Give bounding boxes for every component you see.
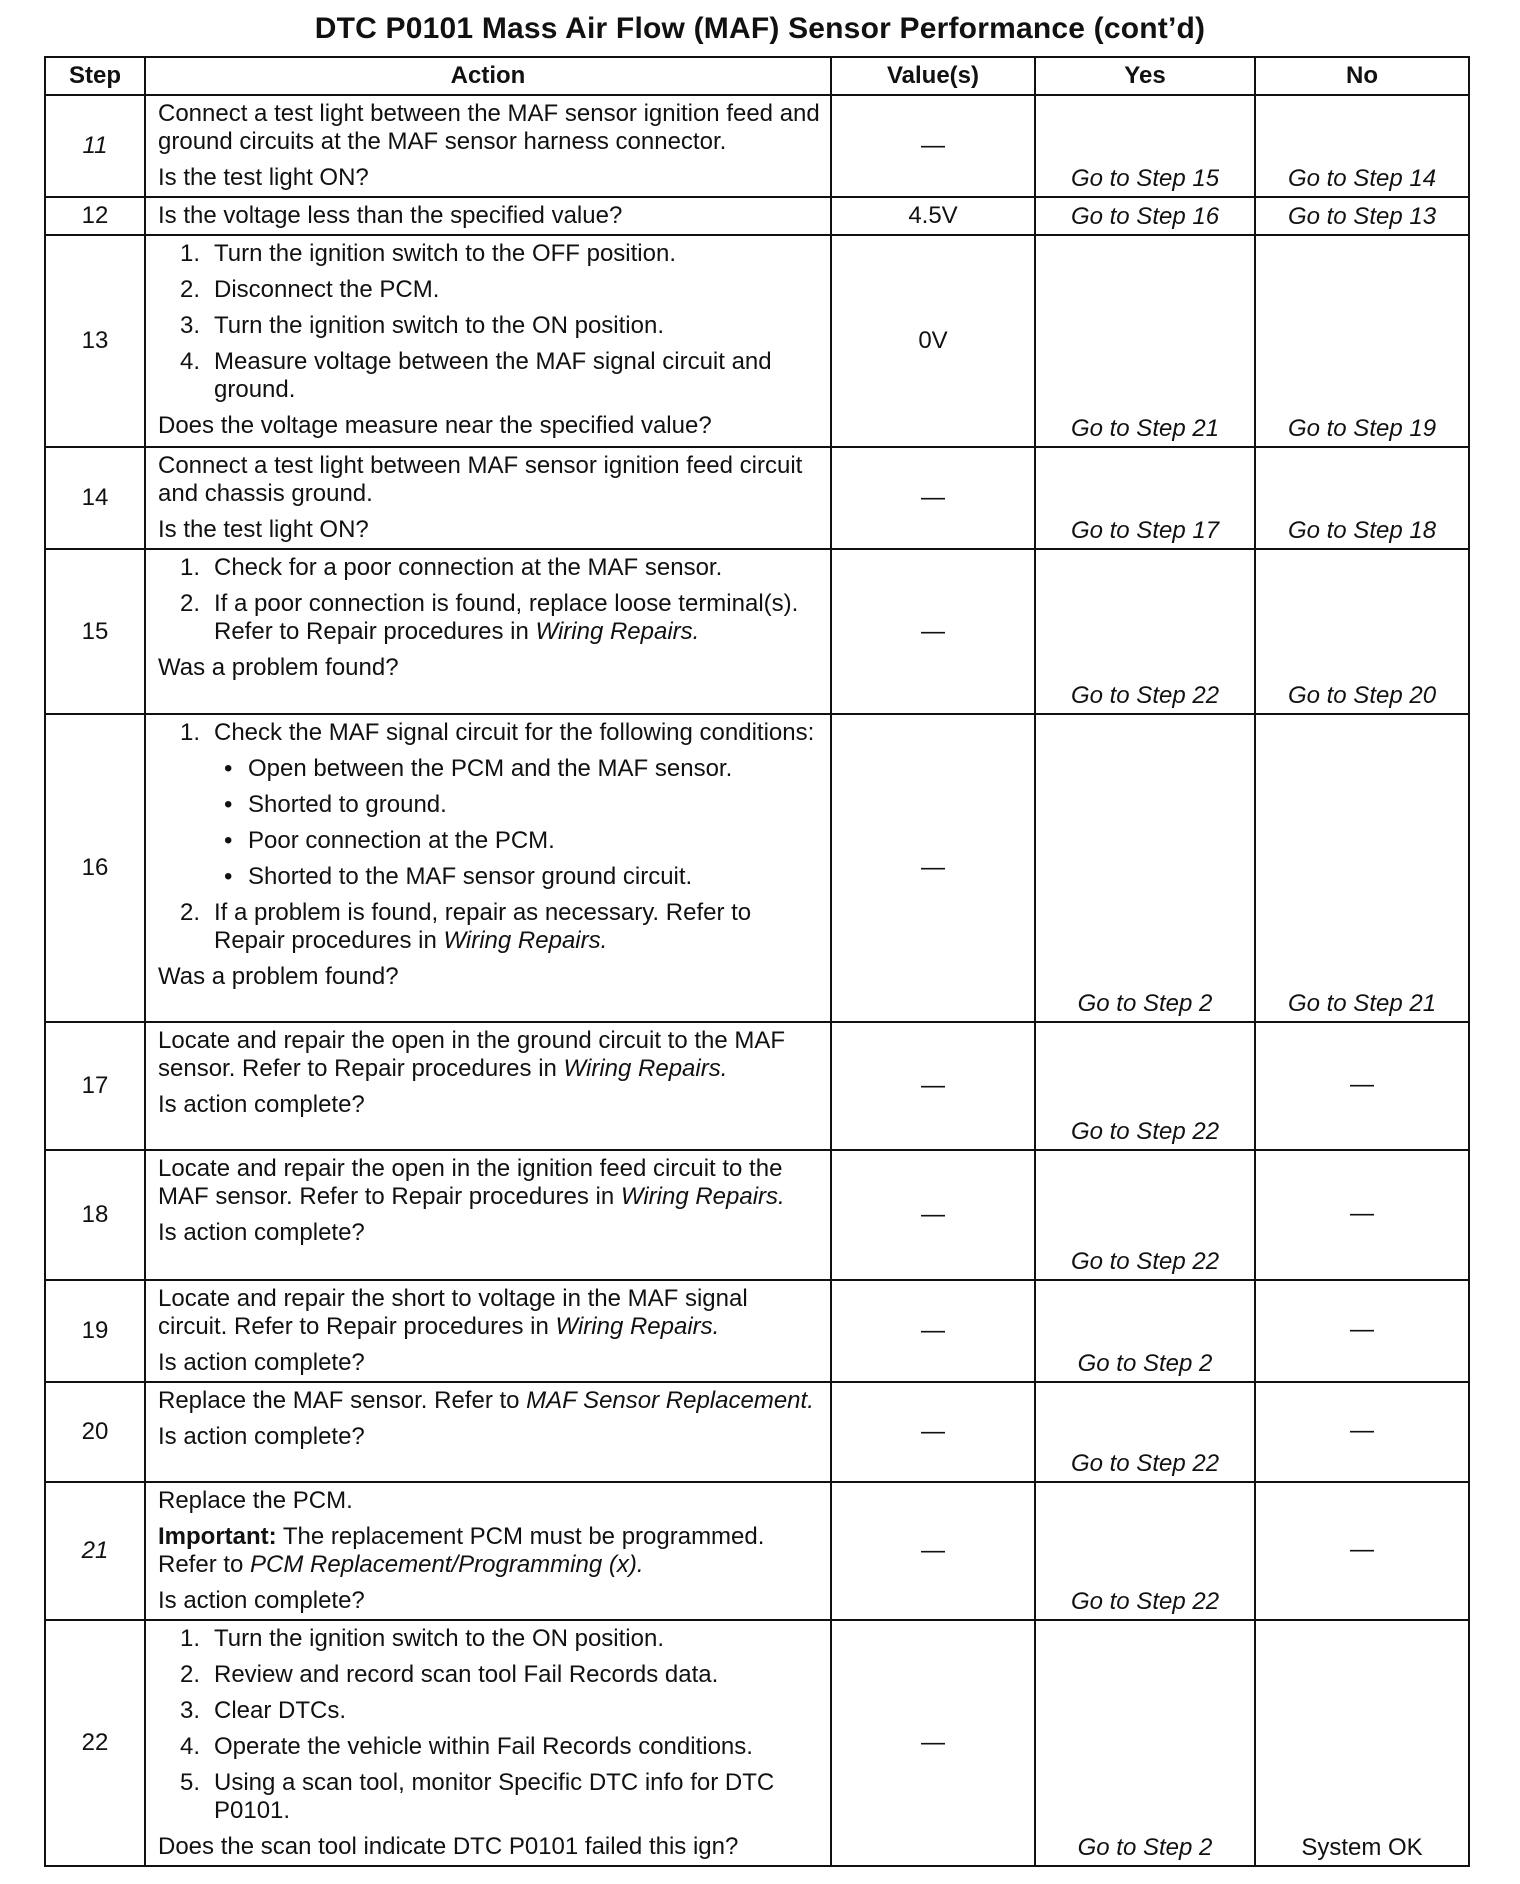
action-cell bbox=[145, 235, 831, 447]
value-cell: — bbox=[831, 1150, 1035, 1280]
table-row bbox=[45, 1382, 1469, 1482]
action-question: Is action complete? bbox=[158, 1349, 365, 1376]
no-cell: — bbox=[1255, 1022, 1469, 1150]
list-item: 1. Check the MAF signal circuit for the following conditions: • Open between the PCM and the MAF sensor. • Shorted to ground. • Poor connection at the PCM. • Shorted to the MAF sensor ground circuit. bbox=[158, 719, 820, 891]
reference-link-text: Wiring Repairs. bbox=[443, 927, 608, 954]
yes-cell: Go to Step 2 bbox=[1035, 1280, 1255, 1382]
reference-link-text: Wiring Repairs. bbox=[535, 618, 700, 645]
action-question: Was a problem found? bbox=[158, 963, 399, 990]
table-row bbox=[45, 95, 1469, 197]
yes-cell: Go to Step 16 bbox=[1035, 197, 1255, 235]
action-cell bbox=[145, 447, 831, 549]
value-cell: — bbox=[831, 1620, 1035, 1866]
action-cell bbox=[145, 95, 831, 197]
numbered-list bbox=[158, 719, 820, 955]
step-number: 11 bbox=[45, 95, 145, 197]
important-label: Important: bbox=[158, 1523, 277, 1550]
yes-cell: Go to Step 17 bbox=[1035, 447, 1255, 549]
action-cell bbox=[145, 1620, 831, 1866]
action-question: Does the voltage measure near the specified value? bbox=[158, 412, 712, 439]
step-number: 19 bbox=[45, 1280, 145, 1382]
column-header-yes: Yes bbox=[1035, 57, 1255, 95]
column-header-step: Step bbox=[45, 57, 145, 95]
list-item: 3. Turn the ignition switch to the ON position. bbox=[180, 312, 664, 339]
action-question: Is action complete? bbox=[158, 1091, 365, 1118]
reference-link-text: Wiring Repairs. bbox=[620, 1183, 785, 1210]
value-cell: 4.5V bbox=[831, 197, 1035, 235]
reference-link-text: Wiring Repairs. bbox=[555, 1313, 720, 1340]
table-row bbox=[45, 549, 1469, 714]
action-question: Does the scan tool indicate DTC P0101 failed this ign? bbox=[158, 1833, 739, 1860]
no-cell: — bbox=[1255, 1280, 1469, 1382]
numbered-list bbox=[158, 1625, 820, 1825]
table-row bbox=[45, 1280, 1469, 1382]
action-text: Replace the PCM. bbox=[158, 1487, 353, 1514]
action-cell bbox=[145, 1382, 831, 1482]
no-cell: — bbox=[1255, 1482, 1469, 1620]
list-item: 3. Clear DTCs. bbox=[180, 1697, 347, 1724]
list-item: 1. Check for a poor connection at the MAF sensor. bbox=[180, 554, 723, 581]
action-cell bbox=[145, 1150, 831, 1280]
column-header-action: Action bbox=[145, 57, 831, 95]
table-row bbox=[45, 197, 1469, 235]
no-cell: Go to Step 18 bbox=[1255, 447, 1469, 549]
table-row bbox=[45, 1150, 1469, 1280]
action-cell bbox=[145, 549, 831, 714]
yes-cell: Go to Step 22 bbox=[1035, 1150, 1255, 1280]
yes-cell: Go to Step 2 bbox=[1035, 714, 1255, 1022]
bullet-list bbox=[214, 755, 820, 891]
list-item: 4. Measure voltage between the MAF signal circuit and ground. bbox=[180, 348, 772, 403]
important-note: Important: The replacement PCM must be programmed. Refer to PCM Replacement/Programming (x). bbox=[158, 1523, 765, 1578]
value-cell: — bbox=[831, 549, 1035, 714]
no-cell: Go to Step 14 bbox=[1255, 95, 1469, 197]
list-item: 2. If a poor connection is found, replace loose terminal(s). Refer to Repair procedures in Wiring Repairs. bbox=[180, 590, 799, 645]
value-cell: — bbox=[831, 447, 1035, 549]
step-number: 20 bbox=[45, 1382, 145, 1482]
table-row bbox=[45, 447, 1469, 549]
reference-link-text: PCM Replacement/Programming (x). bbox=[250, 1551, 644, 1578]
yes-cell: Go to Step 22 bbox=[1035, 549, 1255, 714]
step-number: 21 bbox=[45, 1482, 145, 1620]
action-question: Is action complete? bbox=[158, 1219, 365, 1246]
page-title: DTC P0101 Mass Air Flow (MAF) Sensor Performance (cont’d) bbox=[314, 12, 1206, 45]
list-item: 2. Review and record scan tool Fail Records data. bbox=[180, 1661, 719, 1688]
column-header-no: No bbox=[1255, 57, 1469, 95]
action-cell bbox=[145, 197, 831, 235]
reference-link-text: MAF Sensor Replacement. bbox=[526, 1387, 814, 1414]
action-text: Connect a test light between MAF sensor ignition feed circuit and chassis ground. bbox=[158, 452, 803, 507]
list-item: • Shorted to the MAF sensor ground circuit. bbox=[224, 863, 693, 890]
step-number: 22 bbox=[45, 1620, 145, 1866]
no-cell: System OK bbox=[1255, 1620, 1469, 1866]
step-number: 14 bbox=[45, 447, 145, 549]
numbered-list bbox=[158, 554, 820, 646]
table-row bbox=[45, 1482, 1469, 1620]
value-cell: — bbox=[831, 95, 1035, 197]
step-number: 16 bbox=[45, 714, 145, 1022]
step-number: 12 bbox=[45, 197, 145, 235]
list-item: 5. Using a scan tool, monitor Specific DTC info for DTC P0101. bbox=[180, 1769, 775, 1824]
value-cell: 0V bbox=[831, 235, 1035, 447]
yes-cell: Go to Step 22 bbox=[1035, 1482, 1255, 1620]
step-number: 18 bbox=[45, 1150, 145, 1280]
table-row bbox=[45, 1022, 1469, 1150]
action-cell bbox=[145, 1022, 831, 1150]
list-item: • Shorted to ground. bbox=[224, 791, 447, 818]
step-number: 17 bbox=[45, 1022, 145, 1150]
yes-cell: Go to Step 22 bbox=[1035, 1022, 1255, 1150]
value-cell: — bbox=[831, 1482, 1035, 1620]
no-cell: Go to Step 21 bbox=[1255, 714, 1469, 1022]
action-question: Is the test light ON? bbox=[158, 516, 369, 543]
yes-cell: Go to Step 2 bbox=[1035, 1620, 1255, 1866]
action-text: Locate and repair the open in the ground circuit to the MAF sensor. Refer to Repair procedures in Wiring Repairs. bbox=[158, 1027, 786, 1082]
action-cell bbox=[145, 714, 831, 1022]
no-cell: Go to Step 19 bbox=[1255, 235, 1469, 447]
table-row bbox=[45, 714, 1469, 1022]
yes-cell: Go to Step 21 bbox=[1035, 235, 1255, 447]
diagnostic-table bbox=[44, 56, 1470, 1867]
action-text: Locate and repair the short to voltage in the MAF signal circuit. Refer to Repair procedures in Wiring Repairs. bbox=[158, 1285, 748, 1340]
step-number: 13 bbox=[45, 235, 145, 447]
step-number: 15 bbox=[45, 549, 145, 714]
action-cell bbox=[145, 1280, 831, 1382]
yes-cell: Go to Step 22 bbox=[1035, 1382, 1255, 1482]
table-row bbox=[45, 1620, 1469, 1866]
value-cell: — bbox=[831, 714, 1035, 1022]
action-question: Is the voltage less than the specified value? bbox=[158, 202, 623, 229]
action-text: Locate and repair the open in the ignition feed circuit to the MAF sensor. Refer to Repair procedures in Wiring Repairs. bbox=[158, 1155, 785, 1210]
no-cell: Go to Step 20 bbox=[1255, 549, 1469, 714]
table-header-row bbox=[45, 57, 1469, 95]
action-text: Replace the MAF sensor. Refer to MAF Sensor Replacement. bbox=[158, 1387, 814, 1414]
value-cell: — bbox=[831, 1022, 1035, 1150]
yes-cell: Go to Step 15 bbox=[1035, 95, 1255, 197]
value-cell: — bbox=[831, 1382, 1035, 1482]
action-question: Is the test light ON? bbox=[158, 164, 369, 191]
action-question: Was a problem found? bbox=[158, 654, 399, 681]
action-cell bbox=[145, 1482, 831, 1620]
no-cell: — bbox=[1255, 1150, 1469, 1280]
reference-link-text: Wiring Repairs. bbox=[563, 1055, 728, 1082]
list-item: 1. Turn the ignition switch to the ON position. bbox=[180, 1625, 664, 1652]
list-item: • Poor connection at the PCM. bbox=[224, 827, 555, 854]
value-cell: — bbox=[831, 1280, 1035, 1382]
action-text: Connect a test light between the MAF sensor ignition feed and ground circuits at the MAF sensor harness connector. bbox=[158, 100, 820, 155]
list-item: • Open between the PCM and the MAF sensor. bbox=[224, 755, 733, 782]
list-item: 1. Turn the ignition switch to the OFF position. bbox=[180, 240, 676, 267]
numbered-list bbox=[158, 240, 820, 404]
list-item: 4. Operate the vehicle within Fail Records conditions. bbox=[180, 1733, 753, 1760]
list-item: 2. If a problem is found, repair as necessary. Refer to Repair procedures in Wiring Repairs. bbox=[180, 899, 752, 954]
no-cell: Go to Step 13 bbox=[1255, 197, 1469, 235]
action-question: Is action complete? bbox=[158, 1423, 365, 1450]
column-header-values: Value(s) bbox=[831, 57, 1035, 95]
no-cell: — bbox=[1255, 1382, 1469, 1482]
list-item: 2. Disconnect the PCM. bbox=[180, 276, 440, 303]
action-question: Is action complete? bbox=[158, 1587, 365, 1614]
table-row bbox=[45, 235, 1469, 447]
